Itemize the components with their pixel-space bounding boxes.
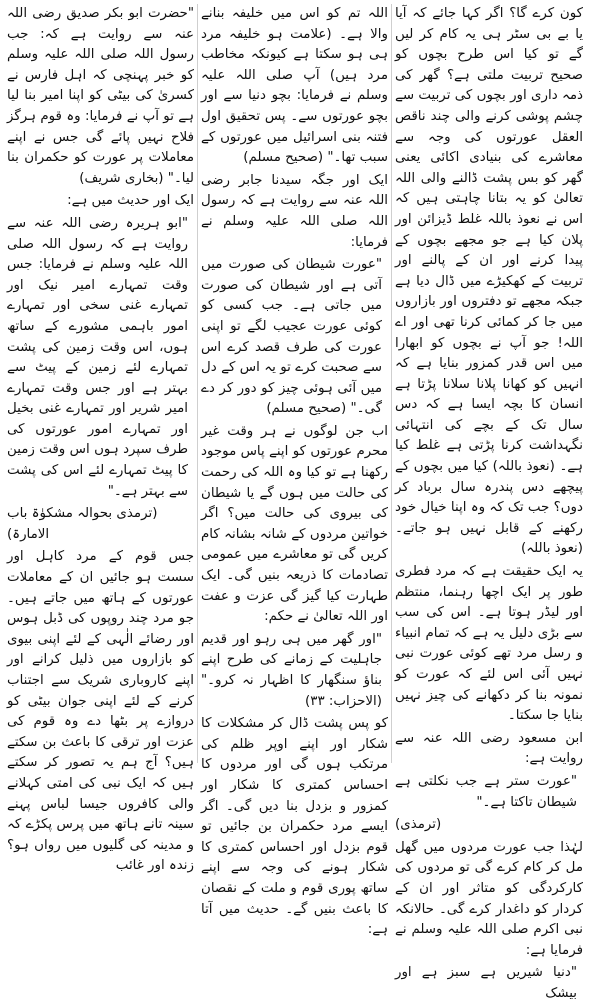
hadith-quote: "ابو ہریرہ رضی اللہ عنہ سے روایت ہے کہ رسول اللہ صلی اللہ علیہ وسلم نے فرمایا: جس وقت تمہارے امیر نیک اور تمہارے غنی سخی اور تمہارے امور باہمی مشورے کے ساتھ ہوں، اس وقت زمین کی پشت تمہارے لئے زمین کے پیٹ سے بہتر ہے اور جس وقت تمہارے امیر شریر اور تمہارے غنی بخیل اور تمہارے امور عورتوں کی طرف سپرد ہوں اس وقت زمین کا پیٹ تمہارے لئے اس کی پشت سے بہتر ہے۔"	[7, 215, 188, 499]
paragraph: لہٰذا جب عورت مردوں میں گھل مل کر کام کرے گی تو مردوں کی کارکردگی کو متاثر اور ان کے کردار کو داغدار کرے گی۔ حالانکہ نبی اکرم صلی اللہ علیہ وسلم نے فرمایا ہے:	[395, 839, 583, 958]
paragraph: کو پس پشت ڈال کر مشکلات کا شکار اور اپنے اوپر ظلم کی مرتکب ہوں گی اور مردوں کا احساس کمتری کا شکار اور کمزور و بزدل بنا دیں گی۔ اگر ایسے مرد حکمران بن جائیں تو قوم بزدل اور احساس کمتری کا شکار ہونے کی وجہ سے اپنے ساتھ پوری قوم و ملت کے نقصان کا باعث بنیں گے۔ حدیث میں آتا ہے:	[201, 716, 388, 938]
citation: (ترمذی بحوالہ مشکوٰۃ باب الامارۃ)	[7, 506, 158, 542]
paragraph: ایک اور حدیث میں ہے:	[67, 193, 194, 209]
quran-quote: "اور گھر میں ہی رہو اور قدیم جاہلیت کے زمانے کی طرح اپنے بناؤ سنگھار کا اظہار نہ کرو۔" (الاحزاب: ۳۳)	[201, 631, 382, 709]
hadith-quote: "عورت ستر ہے جب نکلتی ہے شیطان تاکتا ہے۔"	[395, 773, 577, 810]
text-column-right	[392, 4, 586, 1001]
paragraph: اللہ تم کو اس میں خلیفہ بنانے والا ہے۔ (علامت ہو خلیفہ مرد ہی ہو سکتا ہے کیونکہ مخاطب مرد ہیں) آپ صلی اللہ علیہ وسلم نے فرمایا: بچو دنیا سے اور بچو عورتوں سے۔ پس تحقیق اول فتنہ بنی اسرائیل میں عورتوں کے سبب تھا۔" (صحیح مسلم)	[201, 6, 388, 166]
text-column-middle	[198, 4, 392, 938]
hadith-quote: "دنیا شیریں ہے سبز ہے اور بیشک	[395, 965, 577, 1001]
paragraph: ایک اور جگہ سیدنا جابر رضی اللہ عنہ سے روایت ہے کہ رسول اللہ صلی اللہ علیہ وسلم نے فرمایا:	[201, 172, 388, 250]
paragraph: جس قوم کے مرد کاہل اور سست ہو جائیں ان کے معاملات عورتوں کے ہاتھ میں جاتے ہیں۔ جو مرد چند روپوں کی ڈبل ہوس اور رضائے الٰہی کے لئے اپنی بیوی کو بازاروں میں ذلیل کرانے اور اپنے کاروباری شریک سے اجتناب کرنے کے لئے اپنی جوان بیٹی کو دروازے پر بٹھا دے وہ قوم کی عزت اور ترقی کا باعث بن سکتے ہیں؟ آج ہم یہ تصور کر سکتے ہیں کہ ایک نبی کی امتی کہلانے والی کافروں جیسا لباس پہنے سینہ تانے ہاتھ میں پرس پکڑے کہ و مدینہ کی گلیوں میں رواں ہو؟ زندہ اور غائب	[7, 549, 194, 874]
paragraph: ابن مسعود رضی اللہ عنہ سے روایت ہے:	[395, 730, 583, 767]
paragraph: یہ ایک حقیقت ہے کہ مرد فطری طور پر ایک اچھا رہنما، منتظم اور لیڈر ہوتا ہے۔ اس کی سب سے بڑی دلیل یہ ہے کہ تمام انبیاء و رسل مرد تھے کوئی عورت نبی نہیں آئی اس لئے کہ عورت کو نمونہ بنا کر دکھانے کی چیز نہیں بنایا جا سکتا۔	[395, 564, 583, 724]
citation: (ترمذی)	[395, 817, 442, 833]
paragraph: "حضرت ابو بکر صدیق رضی اللہ عنہ سے روایت ہے کہ: جب رسول اللہ صلی اللہ علیہ وسلم کو خبر پہنچی کہ اہل فارس نے کسریٰ کی بیٹی کو اپنا امیر بنا لیا ہے تو آپ نے فرمایا: وہ قوم ہرگز فلاح نہیں پائے گی جس نے اپنے معاملات پر عورت کو حکمران بنا لیا۔" (بخاری شریف)	[7, 6, 194, 186]
paragraph: کون کرے گا؟ اگر کہا جائے کہ آیا یا بے بی سٹر ہی یہ کام کر لیں گے تو کیا اس طرح بچوں کو صحیح تربیت ملتی ہے؟ گھر کی ذمہ داری اور بچوں کی تربیت سے چشم پوشی کرنے والی چند ناقص العقل عورتوں کی وجہ سے معاشرے کی بنیادی اکائی یعنی گھر کو بس پشت ڈالنے والی اللہ تعالیٰ کو یہ بتانا چاہتی ہیں کہ اس نے نعوذ باللہ غلط ڈیزائن اور پلان کیا ہے جو مجھے بچوں کے پیدا کرنے اور ان کے پالنے اور تربیت کے کھکیڑے میں ڈال دیا ہے جبکہ مجھے تو دفتروں اور بازاروں میں جا کر کمائی کرنا تھی اور اے اللہ! جو آپ نے بچوں کو ابھارا میں اس قدر کمزور بنایا ہے کہ انہیں کو کھانا پلانا سلانا پڑتا ہے انسان کا بچہ ایسا ہے کہ دس سال تک کے بچے کی انتہائی نگہداشت کرنا پڑتی ہے غلط کیا ہے۔ (نعوذ باللہ) کیا میں بچوں کے پیچھے دس پندرہ سال برباد کر دوں؟ جب تک کہ وہ اپنا خیال خود رکھنے کے قابل نہیں ہو جاتے۔ (نعوذ باللہ)	[395, 6, 583, 557]
text-column-left	[4, 4, 198, 874]
paragraph: اب جن لوگوں نے ہر وقت غیر محرم عورتوں کو اپنے پاس موجود رکھنا ہے تو کیا وہ اللہ کی رحمت کی حالت میں ہوں گے یا شیطان کی بیروی کی حالت میں؟ اگر خواتین مردوں کے شانہ بشانہ کام کریں گی تو معاشرے میں عمومی تصادمات کا ذریعہ بنیں گی۔ ایک طہارت کیا گیز گی عزت و عفت اور اللہ تعالیٰ نے حکم:	[201, 423, 388, 625]
hadith-quote: "عورت شیطان کی صورت میں آتی ہے اور شیطان کی صورت میں جاتی ہے۔ جب کسی کو کوئی عورت عجیب لگے تو اپنی عورت کی طرف قصد کرے اس سے صحبت کرے تو یہ اس کے دل میں آئی ہوئی چیز کو دور کر دے گی۔" (صحیح مسلم)	[201, 257, 382, 417]
